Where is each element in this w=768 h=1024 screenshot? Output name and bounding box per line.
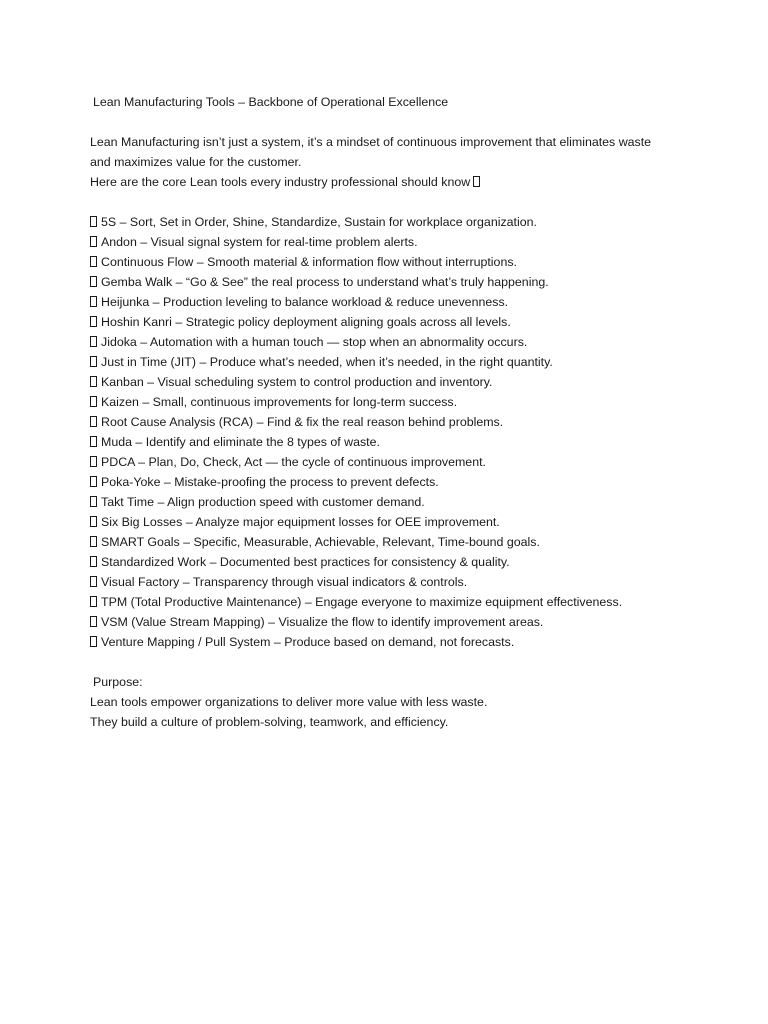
spacer bbox=[90, 652, 690, 672]
list-item bbox=[90, 532, 690, 552]
list-item bbox=[90, 632, 690, 652]
list-item bbox=[90, 612, 690, 632]
tool-list bbox=[90, 212, 690, 652]
intro-line: and maximizes value for the customer. bbox=[90, 155, 302, 169]
missing-glyph-icon bbox=[90, 236, 97, 247]
list-item-text: Continuous Flow – Smooth material & information flow without interruptions. bbox=[101, 255, 517, 269]
list-item-text: Root Cause Analysis (RCA) – Find & fix the real reason behind problems. bbox=[101, 415, 504, 429]
list-item bbox=[90, 232, 690, 252]
missing-glyph-icon bbox=[90, 476, 97, 487]
missing-glyph-icon bbox=[90, 456, 97, 467]
list-item-text: Gemba Walk – “Go & See” the real process to understand what’s truly happening. bbox=[101, 275, 549, 289]
list-item bbox=[90, 332, 690, 352]
list-item-text: Just in Time (JIT) – Produce what’s needed, when it’s needed, in the right quantity. bbox=[101, 355, 553, 369]
missing-glyph-icon bbox=[90, 356, 97, 367]
missing-glyph-icon bbox=[90, 216, 97, 227]
missing-glyph-icon bbox=[90, 396, 97, 407]
list-item bbox=[90, 492, 690, 512]
missing-glyph-icon bbox=[90, 336, 97, 347]
missing-glyph-icon bbox=[90, 556, 97, 567]
missing-glyph-icon bbox=[90, 276, 97, 287]
list-item bbox=[90, 212, 690, 232]
list-item bbox=[90, 272, 690, 292]
missing-glyph-icon bbox=[90, 536, 97, 547]
list-item-text: Kaizen – Small, continuous improvements for long-term success. bbox=[101, 395, 458, 409]
list-item-text: Six Big Losses – Analyze major equipment losses for OEE improvement. bbox=[101, 515, 500, 529]
list-item-text: Muda – Identify and eliminate the 8 types of waste. bbox=[101, 435, 380, 449]
list-item bbox=[90, 512, 690, 532]
list-item-text: TPM (Total Productive Maintenance) – Engage everyone to maximize equipment effectiveness. bbox=[101, 595, 623, 609]
list-item-text: VSM (Value Stream Mapping) – Visualize the flow to identify improvement areas. bbox=[101, 615, 544, 629]
intro-line-with-icon bbox=[90, 172, 690, 192]
missing-glyph-icon bbox=[90, 316, 97, 327]
spacer bbox=[90, 192, 690, 212]
list-item bbox=[90, 252, 690, 272]
list-item-text: PDCA – Plan, Do, Check, Act — the cycle of continuous improvement. bbox=[101, 455, 486, 469]
list-item-text: Visual Factory – Transparency through visual indicators & controls. bbox=[101, 575, 468, 589]
missing-glyph-icon bbox=[90, 516, 97, 527]
list-item-text: Andon – Visual signal system for real-time problem alerts. bbox=[101, 235, 418, 249]
list-item bbox=[90, 392, 690, 412]
list-item-text: Jidoka – Automation with a human touch — stop when an abnormality occurs. bbox=[101, 335, 528, 349]
missing-glyph-icon bbox=[90, 256, 97, 267]
missing-glyph-icon bbox=[473, 176, 480, 187]
list-item-text: Poka-Yoke – Mistake-proofing the process to prevent defects. bbox=[101, 475, 439, 489]
missing-glyph-icon bbox=[90, 436, 97, 447]
list-item bbox=[90, 452, 690, 472]
purpose-line: They build a culture of problem-solving, teamwork, and efficiency. bbox=[90, 715, 449, 729]
list-item bbox=[90, 592, 690, 612]
list-item-text: Heijunka – Production leveling to balance workload & reduce unevenness. bbox=[101, 295, 509, 309]
list-item-text: Venture Mapping / Pull System – Produce based on demand, not forecasts. bbox=[101, 635, 515, 649]
list-item-text: Hoshin Kanri – Strategic policy deployment aligning goals across all levels. bbox=[101, 315, 511, 329]
list-item bbox=[90, 412, 690, 432]
spacer bbox=[90, 112, 690, 132]
missing-glyph-icon bbox=[90, 576, 97, 587]
list-item bbox=[90, 312, 690, 332]
list-item-text: Kanban – Visual scheduling system to control production and inventory. bbox=[101, 375, 493, 389]
list-item bbox=[90, 432, 690, 452]
list-item-text: Standardized Work – Documented best practices for consistency & quality. bbox=[101, 555, 510, 569]
missing-glyph-icon bbox=[90, 296, 97, 307]
purpose-line: Lean tools empower organizations to deliver more value with less waste. bbox=[90, 695, 488, 709]
list-item bbox=[90, 292, 690, 312]
document-body bbox=[90, 92, 690, 732]
missing-glyph-icon bbox=[90, 636, 97, 647]
list-item bbox=[90, 352, 690, 372]
intro-text: Here are the core Lean tools every industry professional should know bbox=[90, 175, 471, 189]
document-title: Lean Manufacturing Tools – Backbone of Operational Excellence bbox=[93, 95, 449, 109]
missing-glyph-icon bbox=[90, 376, 97, 387]
missing-glyph-icon bbox=[90, 416, 97, 427]
missing-glyph-icon bbox=[90, 616, 97, 627]
list-item bbox=[90, 572, 690, 592]
list-item bbox=[90, 472, 690, 492]
missing-glyph-icon bbox=[90, 596, 97, 607]
list-item bbox=[90, 372, 690, 392]
list-item-text: Takt Time – Align production speed with customer demand. bbox=[101, 495, 425, 509]
list-item bbox=[90, 552, 690, 572]
intro-line: Lean Manufacturing isn’t just a system, it’s a mindset of continuous improvement that eliminates waste bbox=[90, 135, 652, 149]
list-item-text: SMART Goals – Specific, Measurable, Achievable, Relevant, Time-bound goals. bbox=[101, 535, 540, 549]
list-item-text: 5S – Sort, Set in Order, Shine, Standardize, Sustain for workplace organization. bbox=[101, 215, 537, 229]
missing-glyph-icon bbox=[90, 496, 97, 507]
purpose-heading: Purpose: bbox=[93, 675, 143, 689]
